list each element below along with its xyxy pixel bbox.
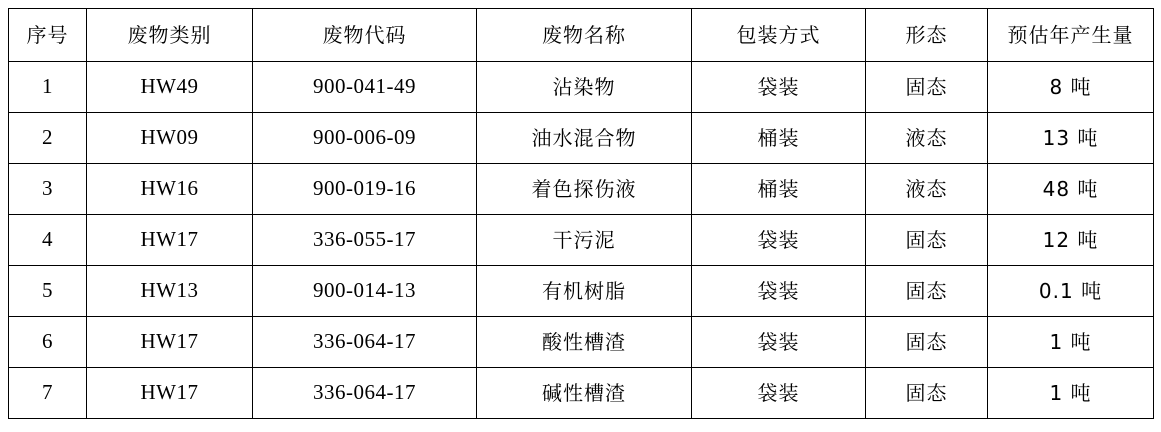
cell-index-text: 5 [42,278,53,303]
cell-name [477,317,692,368]
cell-packaging-text: 桶装 [757,126,800,150]
cell-code [253,368,477,419]
cell-state [866,62,988,113]
cell-amount [988,368,1154,419]
table-row [9,215,1154,266]
cell-name-text: 沾染物 [552,75,616,99]
cell-index [9,317,87,368]
cell-packaging [692,215,866,266]
cell-packaging-text: 袋装 [757,381,800,405]
column-header-category [87,9,253,62]
cell-amount-text: 48 吨 [1042,177,1099,201]
cell-name [477,62,692,113]
column-header-code-label: 废物代码 [322,23,407,47]
cell-amount-text: 12 吨 [1042,228,1099,252]
cell-code-text: 336-064-17 [313,380,416,405]
column-header-index [9,9,87,62]
cell-state [866,266,988,317]
cell-name [477,215,692,266]
cell-state [866,317,988,368]
cell-name-text: 有机树脂 [542,279,626,303]
cell-code-text: 900-041-49 [313,74,416,99]
cell-state-text: 液态 [905,177,948,201]
cell-state-text: 固态 [905,228,948,252]
cell-index [9,113,87,164]
cell-category-text: HW16 [140,176,199,201]
column-header-name-label: 废物名称 [542,23,626,47]
table-row [9,266,1154,317]
cell-index-text: 2 [42,125,53,150]
cell-state [866,164,988,215]
cell-name [477,164,692,215]
cell-state-text: 液态 [905,126,948,150]
cell-amount-text: 8 吨 [1049,75,1092,99]
cell-amount [988,62,1154,113]
cell-amount-text: 0.1 吨 [1038,279,1103,303]
cell-category-text: HW09 [140,125,199,150]
cell-packaging [692,113,866,164]
cell-packaging [692,368,866,419]
cell-state [866,368,988,419]
hazardous-waste-table [8,8,1154,419]
cell-name-text: 酸性槽渣 [542,330,626,354]
cell-category [87,317,253,368]
column-header-packaging [692,9,866,62]
cell-category-text: HW13 [140,278,199,303]
cell-index [9,62,87,113]
cell-packaging-text: 袋装 [757,330,800,354]
cell-code [253,266,477,317]
cell-code [253,164,477,215]
cell-state [866,215,988,266]
cell-state-text: 固态 [905,330,948,354]
cell-name-text: 碱性槽渣 [542,381,626,405]
cell-packaging [692,164,866,215]
cell-packaging [692,317,866,368]
cell-amount [988,266,1154,317]
cell-amount [988,164,1154,215]
cell-amount [988,317,1154,368]
cell-name [477,266,692,317]
cell-index-text: 6 [42,329,53,354]
cell-state [866,113,988,164]
table-header-row [9,9,1154,62]
cell-amount [988,113,1154,164]
table-body [9,62,1154,419]
cell-name [477,368,692,419]
cell-code-text: 336-064-17 [313,329,416,354]
cell-index [9,215,87,266]
cell-category [87,215,253,266]
column-header-state-label: 形态 [905,23,948,47]
cell-category [87,368,253,419]
column-header-amount [988,9,1154,62]
cell-state-text: 固态 [905,279,948,303]
cell-index-text: 7 [42,380,53,405]
cell-amount-text: 13 吨 [1042,126,1099,150]
column-header-code [253,9,477,62]
cell-code [253,113,477,164]
column-header-amount-label: 预估年产生量 [1007,23,1134,47]
cell-index [9,368,87,419]
cell-state-text: 固态 [905,381,948,405]
cell-packaging [692,266,866,317]
cell-category [87,62,253,113]
cell-name [477,113,692,164]
cell-amount [988,215,1154,266]
cell-index-text: 4 [42,227,53,252]
column-header-name [477,9,692,62]
cell-index [9,266,87,317]
table-row [9,317,1154,368]
cell-category-text: HW17 [140,329,199,354]
column-header-category-label: 废物类别 [127,23,212,47]
cell-packaging-text: 袋装 [757,279,800,303]
cell-code-text: 336-055-17 [313,227,416,252]
cell-category [87,113,253,164]
cell-code-text: 900-019-16 [313,176,416,201]
cell-packaging [692,62,866,113]
table-row [9,62,1154,113]
column-header-index-label: 序号 [26,23,69,47]
cell-name-text: 干污泥 [552,228,616,252]
cell-code [253,317,477,368]
cell-amount-text: 1 吨 [1049,381,1092,405]
cell-name-text: 着色探伤液 [531,177,637,201]
cell-code [253,215,477,266]
column-header-state [866,9,988,62]
cell-category-text: HW17 [140,380,199,405]
table-header [9,9,1154,62]
cell-index [9,164,87,215]
column-header-packaging-label: 包装方式 [736,23,821,47]
cell-code-text: 900-006-09 [313,125,416,150]
cell-code [253,62,477,113]
cell-code-text: 900-014-13 [313,278,416,303]
cell-packaging-text: 桶装 [757,177,800,201]
table-row [9,368,1154,419]
table-row [9,164,1154,215]
cell-category-text: HW17 [140,227,199,252]
cell-packaging-text: 袋装 [757,228,800,252]
cell-index-text: 3 [42,176,53,201]
cell-category-text: HW49 [140,74,199,99]
cell-index-text: 1 [42,74,53,99]
cell-packaging-text: 袋装 [757,75,800,99]
cell-amount-text: 1 吨 [1049,330,1092,354]
cell-state-text: 固态 [905,75,948,99]
cell-category [87,164,253,215]
waste-table-container [8,8,1153,419]
cell-name-text: 油水混合物 [531,126,637,150]
cell-category [87,266,253,317]
table-row [9,113,1154,164]
